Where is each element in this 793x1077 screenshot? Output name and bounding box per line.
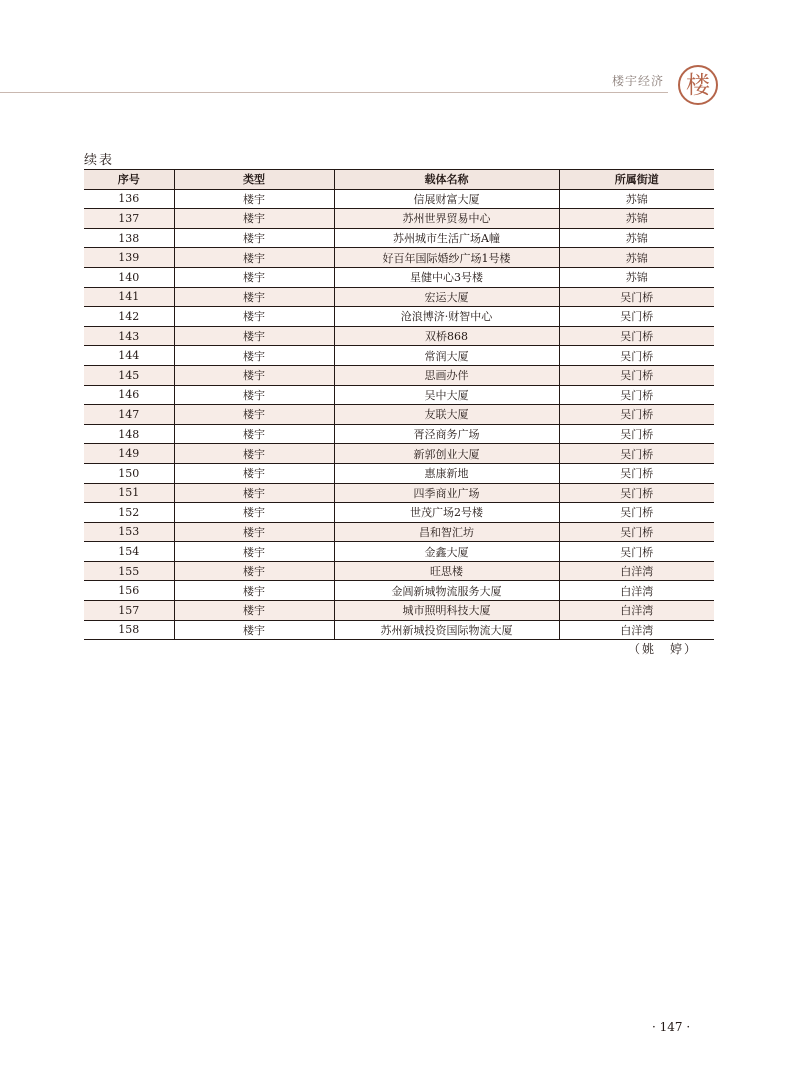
table-cell: 苏锦 xyxy=(559,267,714,287)
table-cell: 楼宇 xyxy=(174,601,334,621)
table-cell: 155 xyxy=(84,561,174,581)
table-cell: 苏锦 xyxy=(559,248,714,268)
table-cell: 吴门桥 xyxy=(559,503,714,523)
table-cell: 吴门桥 xyxy=(559,326,714,346)
table-cell: 友联大厦 xyxy=(334,405,559,425)
table-row xyxy=(84,601,714,621)
table-row xyxy=(84,424,714,444)
table-cell: 楼宇 xyxy=(174,248,334,268)
table-cell: 吴门桥 xyxy=(559,542,714,562)
table-row xyxy=(84,346,714,366)
table-cell: 楼宇 xyxy=(174,385,334,405)
table-row xyxy=(84,561,714,581)
table-cell: 楼宇 xyxy=(174,561,334,581)
table-row xyxy=(84,503,714,523)
table-cell: 楼宇 xyxy=(174,287,334,307)
table-cell: 白洋湾 xyxy=(559,581,714,601)
table-row xyxy=(84,365,714,385)
table-cell: 苏锦 xyxy=(559,228,714,248)
table-cell: 144 xyxy=(84,346,174,366)
table-cell: 苏州城市生活广场A幢 xyxy=(334,228,559,248)
table-cell: 149 xyxy=(84,444,174,464)
table-cell: 138 xyxy=(84,228,174,248)
table-row xyxy=(84,405,714,425)
table-row xyxy=(84,228,714,248)
table-cell: 胥泾商务广场 xyxy=(334,424,559,444)
table-cell: 147 xyxy=(84,405,174,425)
table-cell: 148 xyxy=(84,424,174,444)
table-cell: 城市照明科技大厦 xyxy=(334,601,559,621)
table-cell: 吴门桥 xyxy=(559,307,714,327)
header-rule xyxy=(0,92,668,93)
column-header: 载体名称 xyxy=(334,170,559,190)
table-cell: 沧浪博济·财智中心 xyxy=(334,307,559,327)
table-cell: 吴门桥 xyxy=(559,405,714,425)
table-cell: 信展财富大厦 xyxy=(334,189,559,209)
table-cell: 宏运大厦 xyxy=(334,287,559,307)
table-header-row xyxy=(84,170,714,190)
table-cell: 吴门桥 xyxy=(559,365,714,385)
table-cell: 吴门桥 xyxy=(559,424,714,444)
column-header: 类型 xyxy=(174,170,334,190)
table-row xyxy=(84,620,714,640)
table-cell: 楼宇 xyxy=(174,581,334,601)
table-cell: 新郭创业大厦 xyxy=(334,444,559,464)
table-cell: 楼宇 xyxy=(174,267,334,287)
table-cell: 白洋湾 xyxy=(559,620,714,640)
table-cell: 吴门桥 xyxy=(559,444,714,464)
table-cell: 142 xyxy=(84,307,174,327)
table-cell: 146 xyxy=(84,385,174,405)
table-cell: 吴门桥 xyxy=(559,385,714,405)
table-row xyxy=(84,248,714,268)
author-credit: （姚 婷） xyxy=(628,642,699,656)
table-cell: 旺思楼 xyxy=(334,561,559,581)
table-cell: 白洋湾 xyxy=(559,601,714,621)
table-cell: 143 xyxy=(84,326,174,346)
table-cell: 楼宇 xyxy=(174,463,334,483)
table-cell: 楼宇 xyxy=(174,209,334,229)
table-cell: 137 xyxy=(84,209,174,229)
table-cell: 153 xyxy=(84,522,174,542)
table-cell: 楼宇 xyxy=(174,307,334,327)
table-cell: 140 xyxy=(84,267,174,287)
table-cell: 楼宇 xyxy=(174,405,334,425)
table-row xyxy=(84,483,714,503)
table-row xyxy=(84,581,714,601)
table-cell: 苏州新城投资国际物流大厦 xyxy=(334,620,559,640)
table-cell: 154 xyxy=(84,542,174,562)
carrier-table xyxy=(84,169,714,640)
table-cell: 158 xyxy=(84,620,174,640)
table-cell: 136 xyxy=(84,189,174,209)
table-cell: 156 xyxy=(84,581,174,601)
table-cell: 好百年国际婚纱广场1号楼 xyxy=(334,248,559,268)
table-row xyxy=(84,326,714,346)
table-cell: 152 xyxy=(84,503,174,523)
table-cell: 145 xyxy=(84,365,174,385)
table-row xyxy=(84,522,714,542)
table-cell: 楼宇 xyxy=(174,228,334,248)
table-cell: 楼宇 xyxy=(174,444,334,464)
table-cell: 常润大厦 xyxy=(334,346,559,366)
table-cell: 四季商业广场 xyxy=(334,483,559,503)
table-cell: 吴门桥 xyxy=(559,463,714,483)
table-cell: 楼宇 xyxy=(174,424,334,444)
table-cell: 楼宇 xyxy=(174,346,334,366)
table-cell: 金鑫大厦 xyxy=(334,542,559,562)
table-row xyxy=(84,189,714,209)
table-cell: 双桥868 xyxy=(334,326,559,346)
table-cell: 楼宇 xyxy=(174,522,334,542)
table-row xyxy=(84,463,714,483)
table-cell: 楼宇 xyxy=(174,365,334,385)
table-row xyxy=(84,542,714,562)
table-cell: 楼宇 xyxy=(174,542,334,562)
table-cell: 139 xyxy=(84,248,174,268)
table-cell: 星健中心3号楼 xyxy=(334,267,559,287)
table-cell: 苏锦 xyxy=(559,209,714,229)
table-row xyxy=(84,444,714,464)
table-cell: 吴门桥 xyxy=(559,483,714,503)
column-header: 所属街道 xyxy=(559,170,714,190)
column-header: 序号 xyxy=(84,170,174,190)
table-cell: 白洋湾 xyxy=(559,561,714,581)
table-cell: 思画办伴 xyxy=(334,365,559,385)
table-row xyxy=(84,385,714,405)
table-cell: 157 xyxy=(84,601,174,621)
seal-glyph: 楼 xyxy=(686,71,710,99)
table-cell: 吴门桥 xyxy=(559,287,714,307)
table-cell: 151 xyxy=(84,483,174,503)
table-row xyxy=(84,267,714,287)
table-cell: 150 xyxy=(84,463,174,483)
table-cell: 吴门桥 xyxy=(559,522,714,542)
table-cell: 楼宇 xyxy=(174,503,334,523)
table-cell: 吴门桥 xyxy=(559,346,714,366)
table-cell: 昌和智汇坊 xyxy=(334,522,559,542)
table-cell: 楼宇 xyxy=(174,189,334,209)
section-title: 楼宇经济 xyxy=(612,74,665,88)
table-cell: 楼宇 xyxy=(174,326,334,346)
page-number: · 147 · xyxy=(652,1020,691,1034)
table-cell: 金阊新城物流服务大厦 xyxy=(334,581,559,601)
table-cell: 吴中大厦 xyxy=(334,385,559,405)
table-row xyxy=(84,287,714,307)
table-cell: 楼宇 xyxy=(174,483,334,503)
table-cell: 苏锦 xyxy=(559,189,714,209)
table-cell: 惠康新地 xyxy=(334,463,559,483)
table-cell: 苏州世界贸易中心 xyxy=(334,209,559,229)
table-cell: 楼宇 xyxy=(174,620,334,640)
table-caption: 续表 xyxy=(84,153,115,168)
table-row xyxy=(84,307,714,327)
table-cell: 141 xyxy=(84,287,174,307)
table-cell: 世茂广场2号楼 xyxy=(334,503,559,523)
seal-icon xyxy=(677,64,719,106)
table-row xyxy=(84,209,714,229)
